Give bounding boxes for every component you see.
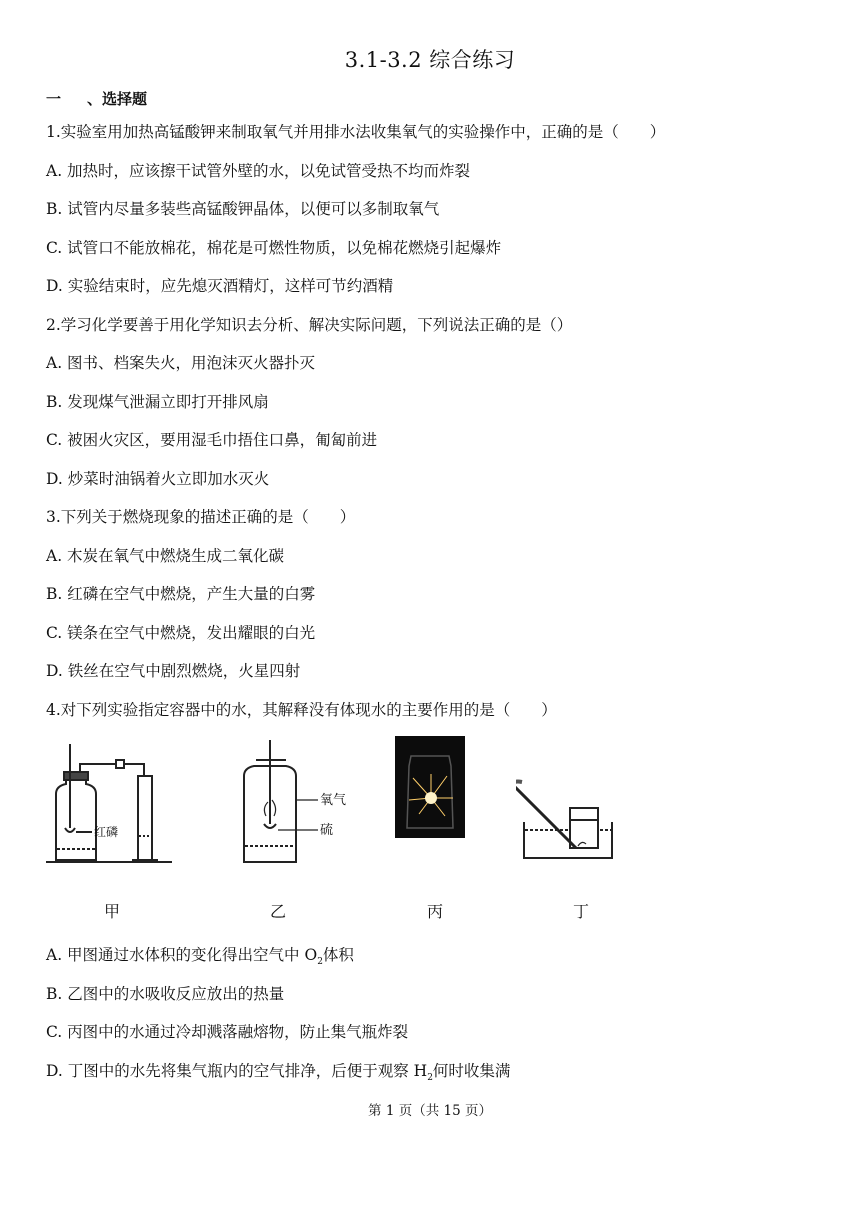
- section-heading: [46, 88, 147, 109]
- figure-ding-apparatus: [516, 736, 646, 876]
- question-4-option-b: B. 乙图中的水吸收反应放出的热量: [46, 985, 285, 1003]
- question-2-option-a: A. 图书、档案失火，用泡沫灭火器扑灭: [46, 354, 316, 372]
- question-1-stem: 1.实验室用加热高锰酸钾来制取氧气并用排水法收集氧气的实验操作中，正确的是（ ）: [46, 123, 666, 141]
- question-4-option-a: A. 甲图通过水体积的变化得出空气中 $O_2$体积: [46, 946, 354, 968]
- figure-ding-label: 丁: [573, 902, 590, 921]
- page-title: 3.1-3.2 综合练习: [344, 48, 516, 72]
- question-4-option-c: C. 丙图中的水通过冷却溅落融熔物，防止集气瓶炸裂: [46, 1023, 409, 1041]
- question-4-figures: [40, 736, 640, 926]
- question-3-option-d: D. 铁丝在空气中剧烈燃烧，火星四射: [46, 662, 301, 680]
- section-label: 、选择题: [87, 90, 148, 108]
- figure-bing-label: 丙: [427, 902, 444, 921]
- figure-jia-inner-label: 红磷: [94, 825, 119, 839]
- question-1-option-a: A. 加热时，应该擦干试管外壁的水，以免试管受热不均而炸裂: [46, 162, 471, 180]
- question-1-option-c: C. 试管口不能放棉花，棉花是可燃性物质，以免棉花燃烧引起爆炸: [46, 239, 502, 257]
- figure-jia-label: 甲: [104, 902, 121, 921]
- figure-bing-photo: [395, 736, 475, 846]
- figure-yi-inner-label: 硫: [320, 823, 334, 838]
- question-1-option-d: D. 实验结束时，应先熄灭酒精灯，这样可节约酒精: [46, 277, 394, 295]
- question-3-option-c: C. 镁条在空气中燃烧，发出耀眼的白光: [46, 624, 316, 642]
- figure-jia-apparatus: [40, 736, 180, 876]
- question-3-stem: 3.下列关于燃烧现象的描述正确的是（ ）: [46, 508, 356, 526]
- question-2-option-c: C. 被困火灾区，要用湿毛巾捂住口鼻，匍匐前进: [46, 431, 378, 449]
- question-1-option-b: B. 试管内尽量多装些高锰酸钾晶体，以便可以多制取氧气: [46, 200, 440, 218]
- question-2-option-d: D. 炒菜时油锅着火立即加水灭火: [46, 470, 270, 488]
- section-number: 一: [46, 90, 62, 108]
- question-4-option-d: D. 丁图中的水先将集气瓶内的空气排净，后便于观察 $H_2$何时收集满: [46, 1062, 511, 1084]
- figure-yi-label: 乙: [270, 902, 287, 921]
- question-2-stem: 2.学习化学要善于用化学知识去分析、解决实际问题，下列说法正确的是（）: [46, 316, 573, 334]
- figure-yi-apparatus: [230, 736, 350, 876]
- question-3-option-a: A. 木炭在氧气中燃烧生成二氧化碳: [46, 547, 285, 565]
- figure-yi-gas-label: 氧气: [320, 793, 347, 808]
- question-2-option-b: B. 发现煤气泄漏立即打开排风扇: [46, 393, 269, 411]
- question-4-stem: 4.对下列实验指定容器中的水，其解释没有体现水的主要作用的是（ ）: [46, 701, 557, 719]
- page-footer: 第 1 页（共 15 页）: [368, 1103, 492, 1119]
- question-3-option-b: B. 红磷在空气中燃烧，产生大量的白雾: [46, 585, 316, 603]
